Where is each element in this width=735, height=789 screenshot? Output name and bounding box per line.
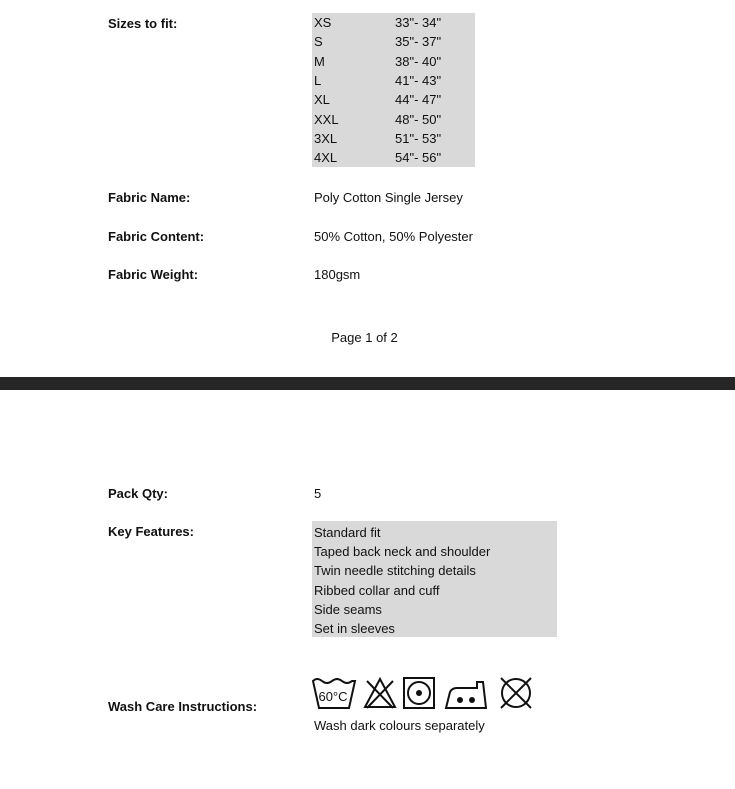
list-item: Taped back neck and shoulder [314,544,491,559]
size-range: 44"- 47" [395,92,442,107]
size-range: 38"- 40" [395,54,442,69]
iron-medium-icon [443,675,489,711]
size-name: M [314,54,325,69]
size-name: 3XL [314,131,338,146]
fabric-name-label: Fabric Name: [108,190,191,205]
key-features-label: Key Features: [108,524,194,539]
wash-60c-icon [311,675,357,711]
fabric-weight-value: 180gsm [314,267,361,282]
list-item: Standard fit [314,525,381,540]
fabric-content-value: 50% Cotton, 50% Polyester [314,229,473,244]
sizes-table [312,13,475,167]
size-name: L [314,73,322,88]
size-range: 33"- 34" [395,15,442,30]
list-item: Side seams [314,602,382,617]
size-name: S [314,34,323,49]
size-name: XS [314,15,332,30]
fabric-name-value: Poly Cotton Single Jersey [314,190,463,205]
do-not-bleach-icon [362,675,398,711]
tumble-dry-icon [402,675,436,711]
size-name: 4XL [314,150,338,165]
size-range: 54"- 56" [395,150,442,165]
care-symbols [311,675,537,713]
list-item: Ribbed collar and cuff [314,583,440,598]
page-number [0,330,735,345]
pack-qty-label: Pack Qty: [108,486,168,501]
care-note: Wash dark colours separately [314,718,485,733]
list-item: Twin needle stitching details [314,563,476,578]
size-range: 51"- 53" [395,131,442,146]
size-range: 48"- 50" [395,112,442,127]
size-name: XL [314,92,330,107]
pack-qty-value: 5 [314,486,322,501]
fabric-content-label: Fabric Content: [108,229,205,244]
key-features-list [312,521,557,637]
do-not-dry-clean-icon [497,675,535,711]
document-page-1 [0,0,735,377]
sizes-label: Sizes to fit: [108,16,178,31]
fabric-weight-label: Fabric Weight: [108,267,199,282]
size-name: XXL [314,112,339,127]
page-separator [0,377,735,390]
list-item: Set in sleeves [314,621,395,636]
wash-care-label: Wash Care Instructions: [108,699,258,714]
wash-temperature: 60°C [318,689,348,704]
size-range: 41"- 43" [395,73,442,88]
size-range: 35"- 37" [395,34,442,49]
page-number-text: Page 1 of 2 [331,330,398,345]
